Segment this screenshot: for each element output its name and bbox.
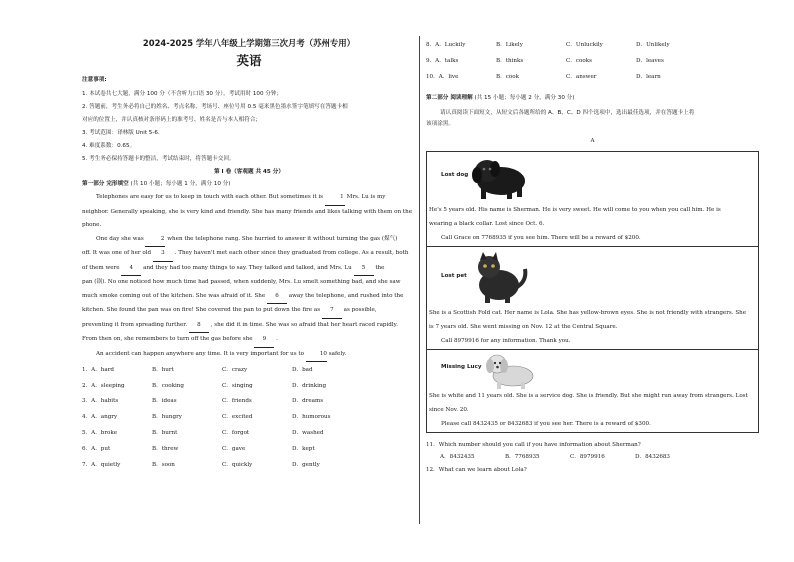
answer-option[interactable]: C．quickly [222,461,253,468]
q11-option-d[interactable]: D．8432683 [635,453,670,460]
answer-option[interactable]: C．answer [566,74,597,80]
answer-option[interactable]: C．gave [222,445,246,452]
cloze-blank[interactable]: 5 [354,262,374,277]
answer-option[interactable]: C．Unluckily [566,42,603,49]
q11-option-c[interactable]: C．8979916 [570,453,605,460]
cloze-text: . [276,336,278,343]
passage-label: A [590,138,595,145]
cloze-line [82,191,416,206]
option-row [426,38,759,54]
question-12: 12．What can we learn about Lola? [426,466,527,473]
ad-lost-pet [427,247,758,350]
answer-option[interactable]: D．leaves [636,58,664,65]
cloze-text: safely. [328,350,347,357]
cloze-line [82,219,416,233]
answer-option[interactable]: B．burnt [152,429,178,436]
note-item: 2. 答题前，考生务必将自己的姓名、考点名称、考场号、座位号用 0.5 毫米黑色墨水签字笔填写在答题卡相 [82,104,348,111]
option-row [82,410,416,426]
cloze-options-continued [426,38,759,85]
option-row [426,70,759,86]
ad-line: Call Grace on 7768935 if you see him. There will be a reward of $200. [441,235,641,242]
ad-line: Call 8979916 for any information. Thank you. [441,338,571,345]
answer-option[interactable]: B．hurt [152,366,174,373]
answer-option[interactable]: C．crazy [222,366,248,373]
cloze-options [82,362,416,473]
ad-line: She is a Scottish Fold cat. Her name is Lola. She has yellow-brown eyes. She is not friendly with strangers. She [429,310,747,317]
cloze-blank[interactable]: 7 [322,304,342,319]
answer-option[interactable]: 5．A．broke [82,429,118,436]
right-column [426,38,759,475]
q11-option-b[interactable]: B．7768935 [505,453,540,460]
cloze-text: kitchen. She found the pan was on fire! She covered the pan to put down the fire as [82,307,321,314]
part2-title [426,95,759,102]
answer-option[interactable]: 7．A．quietly [82,461,121,468]
answer-option[interactable]: D．kept [292,445,315,452]
note-item: 5. 考生务必保持答题卡的整洁，考试结束时，将答题卡交回。 [82,156,235,163]
question-11-options [440,454,759,461]
cloze-text: Mrs. Lu is my [346,193,386,200]
ads-box [426,151,759,433]
ad-title: Missing Lucy [441,364,482,371]
part2-instructions: 请认真阅读下面短文，从短文后各题所给的 A、B、C、D 四个选项中，选出最佳选项，并在答题卡上将 [440,110,695,117]
answer-option[interactable]: D．bad [292,366,313,373]
option-row [82,441,416,457]
answer-option[interactable]: B．Likely [496,42,523,49]
cloze-blank[interactable]: 1 [325,191,345,206]
cloze-text: of them were [82,264,120,271]
option-row [82,394,416,410]
answer-option[interactable]: B．thinks [496,58,524,65]
answer-option[interactable]: D．humorous [292,414,331,421]
option-row [426,54,759,70]
cloze-text: An accident can happen anywhere any time. It is very important for us to [96,350,305,357]
answer-option[interactable]: B．cook [496,74,519,80]
part1-title-rest: (共 10 小题；每小题 1 分，满分 10 分) [130,181,231,187]
answer-option[interactable]: 2．A．sleeping [82,382,125,389]
answer-option[interactable]: B．soon [152,461,175,468]
exam-title: 2024-2025 学年八年级上学期第三次月考（苏州专用） [142,38,356,48]
answer-option[interactable]: D．Unlikely [636,42,670,49]
cloze-line [82,247,416,262]
white-dog-photo [479,352,543,390]
cat-photo [465,251,529,305]
cloze-blank[interactable]: 6 [267,290,287,305]
cloze-text: neighbor. Generally speaking, she is very kind and friendly. She has many friends and likes talking with them on the [82,208,413,215]
part2-instructions-cont: 该项涂黑。 [426,121,454,128]
column-divider [419,36,420,524]
note-item: 1. 本试卷共七大题，满分 100 分（不含听力口语 30 分），考试用时 100 分钟； [82,91,283,98]
cloze-line [82,319,416,334]
answer-option[interactable]: C．excited [222,414,253,421]
ad-line: since Nov. 20. [429,407,469,414]
cloze-line [82,333,416,348]
left-column [82,38,416,473]
answer-option[interactable]: B．threw [152,445,179,452]
ad-line: Please call 8432435 or 8432683 if you see her. There is a reward of $300. [441,421,651,428]
answer-option[interactable]: C．friends [222,398,252,405]
option-row [82,362,416,378]
cloze-text: and they had too many things to say. They talked and talked, and Mrs. Lu [143,264,352,271]
ad-line: She is white and 11 years old. She is a service dog. She is friendly. But she might run away from strangers. Lost [429,393,748,400]
ad-line: is 7 years old. She went missing on Nov. 12 at the Central Square. [429,324,618,331]
part2-title-rest: (共 15 小题；每小题 2 分，满分 30 分) [474,95,575,102]
part1-title [82,181,416,188]
answer-option[interactable]: D．drinking [292,382,327,389]
answer-option[interactable]: B．ideas [152,398,177,405]
answer-option[interactable]: D．gently [292,461,320,468]
ad-title: Lost pet [441,273,467,280]
cloze-text: . They haven't met each other since they graduated from college. As a result, both [174,250,409,257]
q11-option-a[interactable]: A．8432435 [440,453,475,460]
answer-option[interactable]: B．cooking [152,382,184,389]
cloze-text: preventing it from spreading further. [82,321,188,328]
notes-list [82,91,416,163]
note-item: 4. 难度系数：0.65。 [82,143,136,150]
cloze-blank[interactable]: 10 [306,348,327,363]
answer-option[interactable]: 10．A．live [426,74,459,80]
ad-missing-lucy [427,350,758,432]
cloze-blank[interactable]: 9 [254,333,274,348]
answer-option[interactable]: 1．A．hard [82,366,114,373]
note-item: 3. 考试范围：译林版 Unit 5-6. [82,130,160,137]
cloze-text: off. It was one of her old [82,250,152,257]
cloze-text: when the telephone rang. She hurried to answer it without turning the gas (煤气) [167,235,398,242]
cloze-text: Telephones are easy for us to keep in touch with each other. But sometimes it is [96,193,324,200]
question-11: 11．Which number should you call if you have information about Sherman? [426,442,641,449]
cloze-text: away the telephone, and rushed into the [288,292,404,299]
cloze-blank[interactable]: 4 [121,262,141,277]
option-row [82,426,416,442]
answer-option[interactable]: 4．A．angry [82,414,118,421]
answer-option[interactable]: C．singing [222,382,253,389]
answer-option[interactable]: 9．A．talks [426,58,459,65]
cloze-text: the [375,264,385,271]
subject-title: 英语 [236,52,262,68]
cloze-blank[interactable]: 8 [189,319,209,334]
cloze-passage [82,191,416,362]
cloze-line [82,233,416,248]
ad-line: He's 5 years old. His name is Sherman. He is very sweet. He will come to you when you call him. He is [429,207,721,214]
cloze-text: as possible, [343,307,377,314]
cloze-line [82,348,416,363]
cloze-text: One day she was [96,235,144,242]
cloze-blank[interactable]: 2 [145,233,165,248]
answer-option[interactable]: C．cooks [566,58,593,65]
answer-option[interactable]: 8．A．Luckily [426,42,466,49]
volume-title: 第 I 卷（客观题 共 45 分） [214,169,284,176]
cloze-text: phone. [82,222,102,229]
option-row [82,378,416,394]
answer-option[interactable]: D．washed [292,429,324,436]
option-row [82,457,416,473]
answer-option[interactable]: C．forgot [222,429,250,436]
cloze-line [82,304,416,319]
ad-lost-dog [427,152,758,247]
answer-option[interactable]: D．dreams [292,398,324,405]
part1-title-bold: 第一部分 完形填空 [82,181,129,187]
ad-title: Lost dog [441,172,469,179]
answer-option[interactable]: D．learn [636,74,661,80]
ad-line: wearing a black collar. Lost since Oct. 6. [429,221,545,228]
answer-option[interactable]: 3．A．habits [82,398,119,405]
answer-option[interactable]: B．hungry [152,414,182,421]
cloze-text: much smoke coming out of the kitchen. She was afraid of it. She [82,292,266,299]
black-dog-photo [465,155,531,201]
cloze-text: pan (锅). No one noticed how much time had passed, when suddenly, Mrs. Lu smelt something bad, and she saw [82,279,401,286]
answer-option[interactable]: 6．A．put [82,445,111,452]
cloze-line [82,262,416,277]
cloze-line [82,290,416,305]
cloze-line [82,276,416,290]
cloze-blank[interactable]: 3 [153,247,173,262]
cloze-text: From then on, she remembers to turn off the gas before she [82,336,253,343]
notes-heading: 注意事项: [82,77,107,84]
cloze-line [82,206,416,220]
note-item: 对应的位置上，并认真核对条形码上的准考号、姓名是否与本人相符合； [82,117,262,124]
part2-title-bold: 第二部分 阅读理解 [426,95,473,102]
cloze-text: , she did it in time. She was so afraid that her heart raced rapidly. [210,321,398,328]
